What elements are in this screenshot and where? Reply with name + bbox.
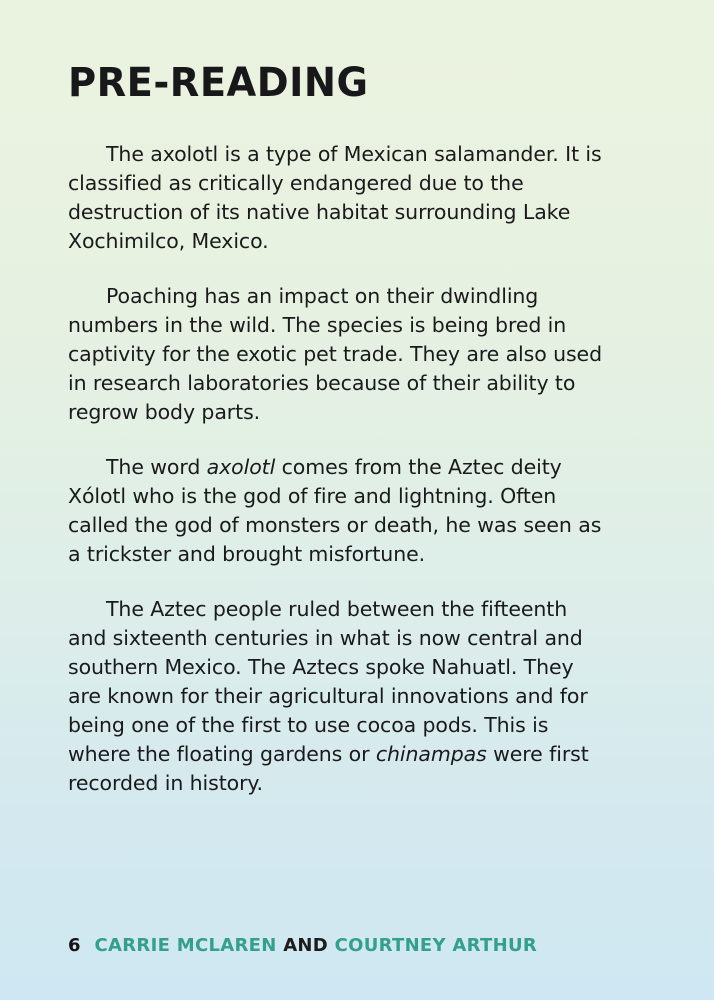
emphasis-text: axolotl [206,455,276,479]
paragraph [68,282,608,427]
byline-author-two: COURTNEY ARTHUR [334,935,538,956]
text-run: comes from the Aztec deity Xólotl who is the god of fire and lightning. Often called the god of monsters or death, he was seen as a trickster and brought misfortune. [68,455,602,566]
text-run: The axolotl is a type of Mexican salamander. It is classified as critically endangered due to the destruction of its native habitat surrounding Lake Xochimilco, Mexico. [68,142,602,253]
text-run: The word [106,455,207,479]
paragraph [68,453,608,569]
byline [95,935,538,956]
text-run: were first recorded in history. [68,742,589,795]
page-footer [68,935,537,956]
paragraph [68,140,608,256]
text-run: The Aztec people ruled between the fifteenth and sixteenth centuries in what is now central and southern Mexico. The Aztecs spoke Nahuatl. They are known for their agricultural innovations and for being one of the first to use cocoa pods. This is where the floating gardens or [68,597,588,766]
paragraph [68,595,608,798]
byline-author-one: CARRIE MCLAREN [94,935,277,956]
page-number: 6 [68,935,81,956]
byline-conjunction: AND [283,935,329,956]
page-content [68,60,608,824]
text-run: Poaching has an impact on their dwindling numbers in the wild. The species is being bred in captivity for the exotic pet trade. They are also used in research laboratories because of their ability to regrow body parts. [68,284,602,424]
page-title: PRE-READING [68,60,369,106]
emphasis-text: chinampas [375,742,487,766]
body-text [68,140,608,798]
